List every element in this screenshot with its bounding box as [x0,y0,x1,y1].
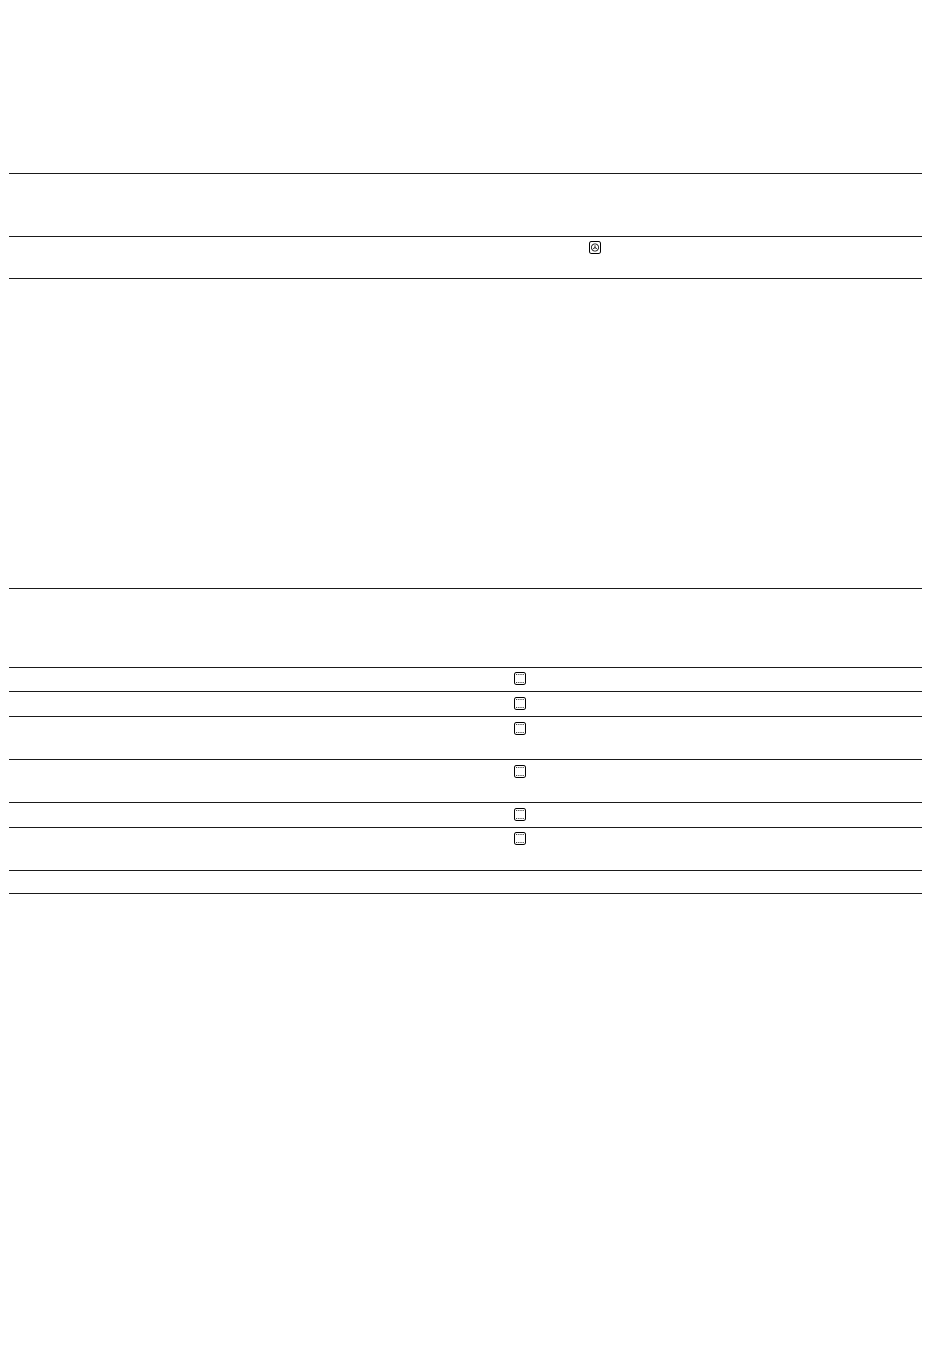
top-bottom-heat-symbol-icon [514,672,526,685]
table-a-top-rule [9,173,922,174]
table-b-header-rule [9,667,922,668]
table-b-row-rule [9,691,922,692]
fan-heat-symbol-icon [589,241,601,254]
top-bottom-heat-symbol-icon [514,722,526,735]
table-b-row-rule [9,716,922,717]
table-b-row-rule [9,759,922,760]
table-b-row-rule [9,827,922,828]
top-bottom-heat-symbol-icon [514,808,526,821]
table-b-top-rule [9,588,922,589]
table-a-header-rule [9,236,922,237]
table-a-bottom-rule [9,278,922,279]
top-bottom-heat-symbol-icon [514,832,526,845]
top-bottom-heat-symbol-icon [514,697,526,710]
table-b-bottom-rule [9,893,922,894]
table-b-row-rule [9,870,922,871]
top-bottom-heat-symbol-icon [514,765,526,778]
table-b-row-rule [9,802,922,803]
